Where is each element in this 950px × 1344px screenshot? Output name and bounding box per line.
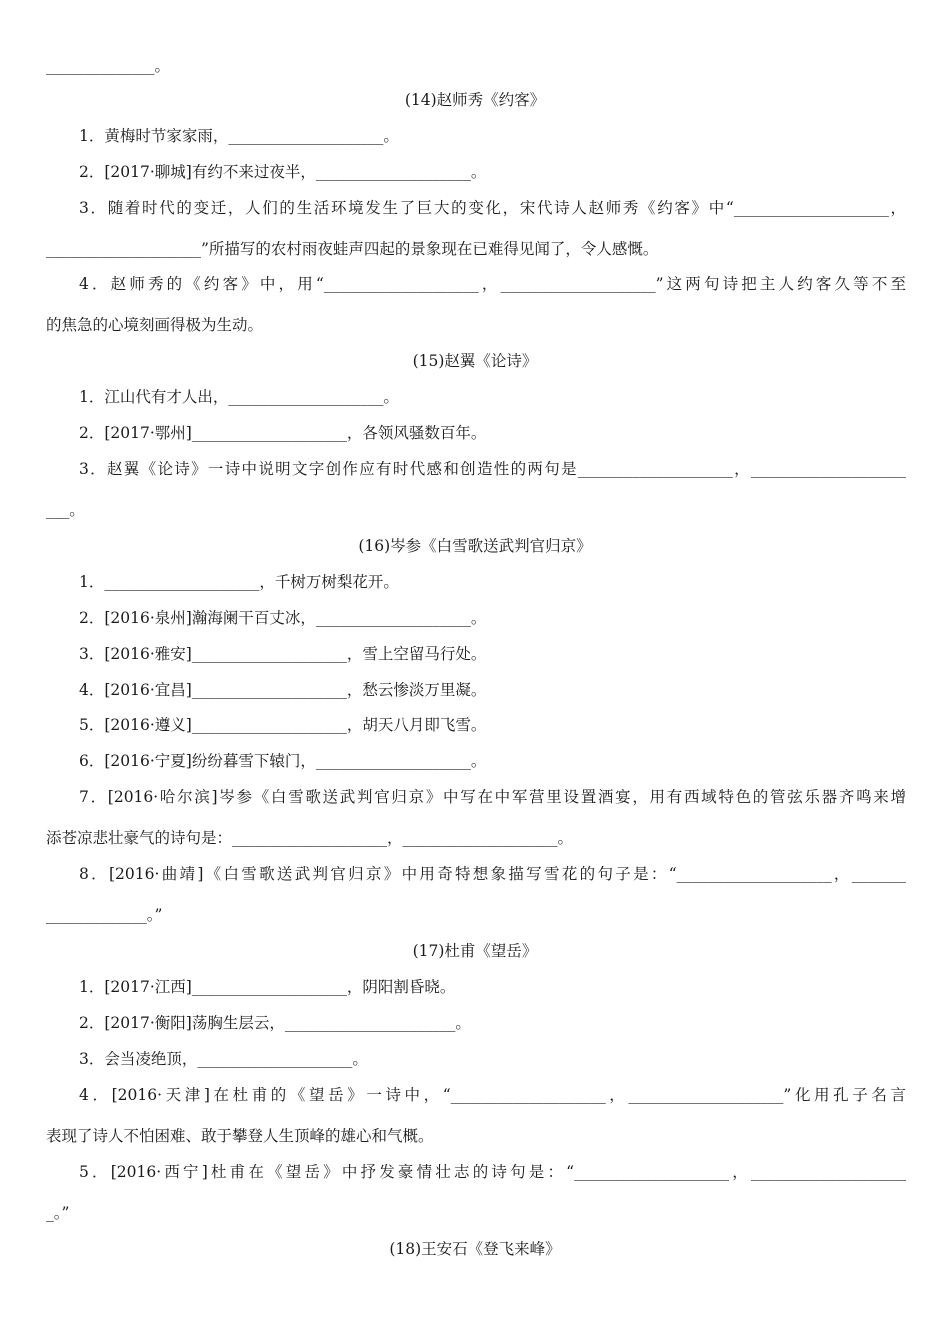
question-line: 2．[2017·衡阳]荡胸生层云，______________________。 (79, 1014, 471, 1032)
question-line: 3．赵翼《论诗》一诗中说明文字创作应有时代感和创造性的两句是____________________，____________________ (79, 460, 906, 478)
question-line: 2．[2017·聊城]有约不来过夜半，____________________。 (79, 163, 487, 181)
question-line: 1．江山代有才人出，____________________。 (79, 388, 399, 406)
section-title: (15)赵翼《论诗》 (412, 352, 538, 370)
text-line: ___。 (46, 501, 85, 519)
text-line: _。” (46, 1204, 70, 1222)
question-line: 3．会当凌绝顶，____________________。 (79, 1050, 368, 1068)
section-title: (18)王安石《登飞来峰》 (389, 1240, 561, 1258)
question-line: 3．[2016·雅安]____________________，雪上空留马行处。 (79, 645, 487, 663)
question-line: 2．[2017·鄂州]____________________，各领风骚数百年。 (79, 424, 487, 442)
question-line: 7．[2016·哈尔滨]岑参《白雪歌送武判官归京》中写在中军营里设置酒宴，用有西域特色的管弦乐器齐鸣来增 (79, 788, 906, 806)
text-line: 的焦急的心境刻画得极为生动。 (46, 316, 264, 334)
text-line: 添苍凉悲壮豪气的诗句是：____________________，____________________。 (46, 829, 574, 847)
question-line: 1．____________________，千树万树梨花开。 (79, 573, 399, 591)
question-line: 4．赵师秀的《约客》中，用“____________________，____________________”这两句诗把主人约客久等不至 (79, 275, 906, 293)
section-title: (17)杜甫《望岳》 (412, 942, 538, 960)
question-line: 4．[2016·宜昌]____________________，愁云惨淡万里凝。 (79, 681, 487, 699)
question-line: 2．[2016·泉州]瀚海阑干百丈冰，____________________。 (79, 609, 487, 627)
section-title: (14)赵师秀《约客》 (404, 91, 546, 109)
section-title: (16)岑参《白雪歌送武判官归京》 (358, 537, 592, 555)
question-line: 4．[2016·天津]在杜甫的《望岳》一诗中，“____________________，____________________”化用孔子名言 (79, 1086, 906, 1104)
text-line: _____________。” (46, 906, 163, 924)
question-line: 5．[2016·遵义]____________________，胡天八月即飞雪。 (79, 716, 487, 734)
text-line: ______________。 (46, 57, 171, 75)
question-line: 8．[2016·曲靖]《白雪歌送武判官归京》中用奇特想象描写雪花的句子是：“____________________，_______ (79, 865, 906, 883)
question-line: 6．[2016·宁夏]纷纷暮雪下辕门，____________________。 (79, 752, 487, 770)
text-line: 表现了诗人不怕困难、敢于攀登人生顶峰的雄心和气概。 (46, 1127, 434, 1145)
question-line: 3．随着时代的变迁，人们的生活环境发生了巨大的变化，宋代诗人赵师秀《约客》中“____________________， (79, 199, 906, 217)
text-line: ____________________”所描写的农村雨夜蛙声四起的景象现在已难得见闻了，令人感慨。 (46, 240, 659, 258)
question-line: 1．黄梅时节家家雨，____________________。 (79, 127, 399, 145)
question-line: 5．[2016·西宁]杜甫在《望岳》中抒发豪情壮志的诗句是：“____________________，____________________ (79, 1163, 906, 1181)
question-line: 1．[2017·江西]____________________，阴阳割昏晓。 (79, 978, 456, 996)
